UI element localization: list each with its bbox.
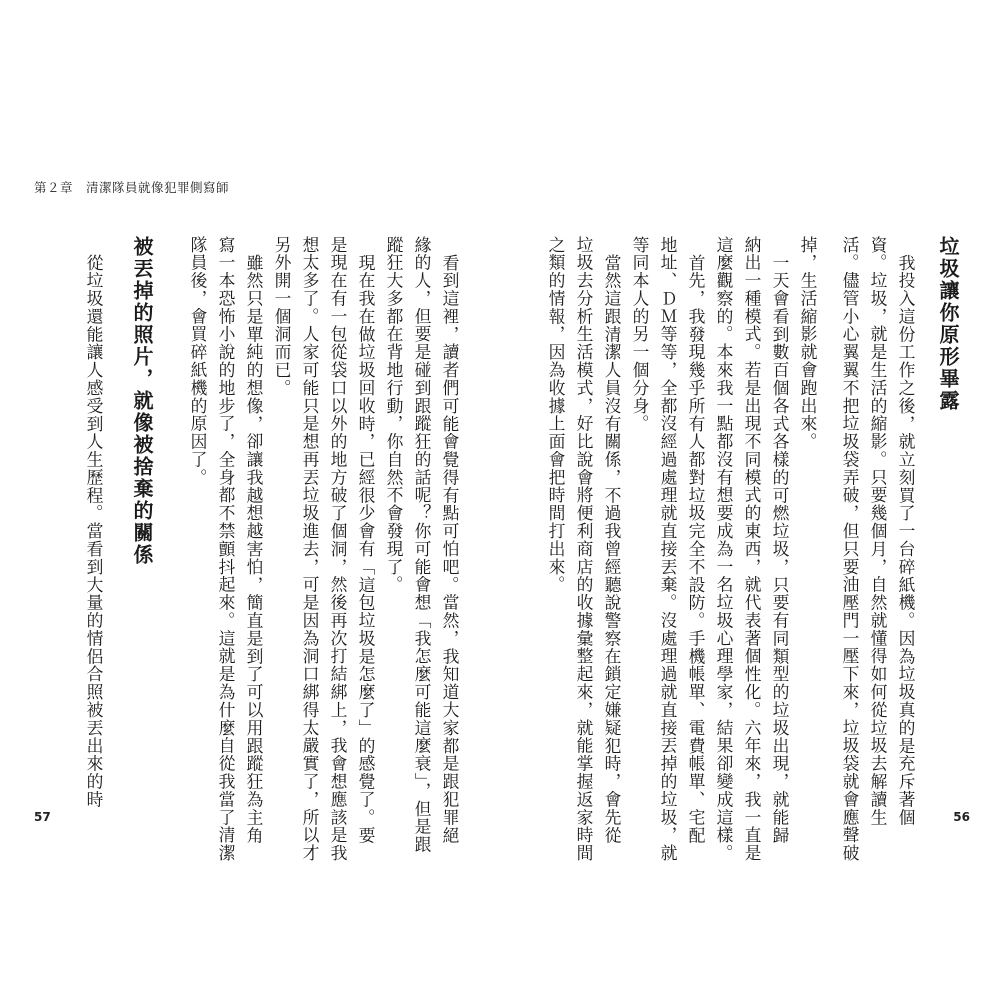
section-heading: 垃圾讓你原形畢露 (936, 236, 960, 412)
text-column: 雖然只是單純的想像，卻讓我越想越害怕，簡直是到了可以用跟蹤狂為主角 (244, 254, 264, 845)
text-column: 活。儘管小心翼翼不把垃圾袋弄破，但只要油壓門一壓下來，垃圾袋就會應聲破 (840, 236, 860, 863)
right-page-tail (532, 236, 942, 776)
text-column: 另外開一個洞而已。 (272, 236, 292, 398)
text-column: 蹤狂大多都在背地行動，你自然不會發現了。 (384, 236, 404, 594)
running-head: 第２章 清潔隊員就像犯罪側寫師 (34, 180, 230, 195)
text-column: 當然這跟清潔人員沒有關係，不過我曾經聽說警察在鎖定嫌疑犯時，會先從 (602, 254, 622, 845)
text-column: 想太多了。人家可能只是想再丟垃圾進去，可是因為洞口綁得太嚴實了，所以才 (300, 236, 320, 863)
page-number-left: 57 (34, 810, 51, 824)
text-column: 我投入這份工作之後，就立刻買了一台碎紙機。因為垃圾真的是充斥著個 (896, 254, 916, 827)
page-number-right: 56 (953, 810, 970, 824)
section-heading: 被丟掉的照片，就像被捨棄的關係 (130, 236, 154, 566)
text-column: 看到這裡，讀者們可能會覺得有點可怕吧。當然，我知道大家都是跟犯罪絕 (440, 254, 460, 845)
text-column: 之類的情報，因為收據上面會把時間打出來。 (546, 236, 566, 594)
text-column: 等同本人的另一個分身。 (630, 236, 650, 433)
text-column: 垃圾去分析生活模式，好比說會將便利商店的收據彙整起來，就能掌握返家時間 (574, 236, 594, 863)
text-column: 納出一種模式。若是出現不同模式的東西，就代表著個性化。六年來，我一直是 (742, 236, 762, 863)
text-column: 掉，生活縮影就會跑出來。 (798, 236, 818, 451)
text-column: 是現在有一包從袋口以外的地方破了個洞，然後再次打結綁上，我會想應該是我 (328, 236, 348, 863)
text-column: 從垃圾還能讓人感受到人生歷程。當看到大量的情侶合照被丟出來的時 (84, 254, 104, 809)
text-column: 寫一本恐怖小說的地步了，全身都不禁顫抖起來。這就是為什麼自從我當了清潔 (216, 236, 236, 863)
text-column: 這麼觀察的。本來我一點都沒有想要成為一名垃圾心理學家，結果卻變成這樣。 (714, 236, 734, 863)
text-column: 資。垃圾，就是生活的縮影。只要幾個月，自然就懂得如何從垃圾去解讀生 (868, 236, 888, 827)
text-column: 緣的人，但要是碰到跟蹤狂的話呢？你可能會想「我怎麼可能這麼衰」，但是跟 (412, 236, 432, 854)
text-column: 首先，我發現幾乎所有人都對垃圾完全不設防。手機帳單、電費帳單、宅配 (686, 254, 706, 845)
text-column: 隊員後，會買碎紙機的原因了。 (188, 236, 208, 487)
text-column: 現在我在做垃圾回收時，已經很少會有「這包垃圾是怎麼了」的感覺了。要 (356, 254, 376, 845)
text-column: 地址、ＤＭ等等，全都沒經過處理就直接丟棄。沒處理過就直接丟掉的垃圾，就 (658, 236, 678, 863)
text-column: 一天會看到數百個各式各樣的可燃垃圾，只要有同類型的垃圾出現，就能歸 (770, 254, 790, 845)
